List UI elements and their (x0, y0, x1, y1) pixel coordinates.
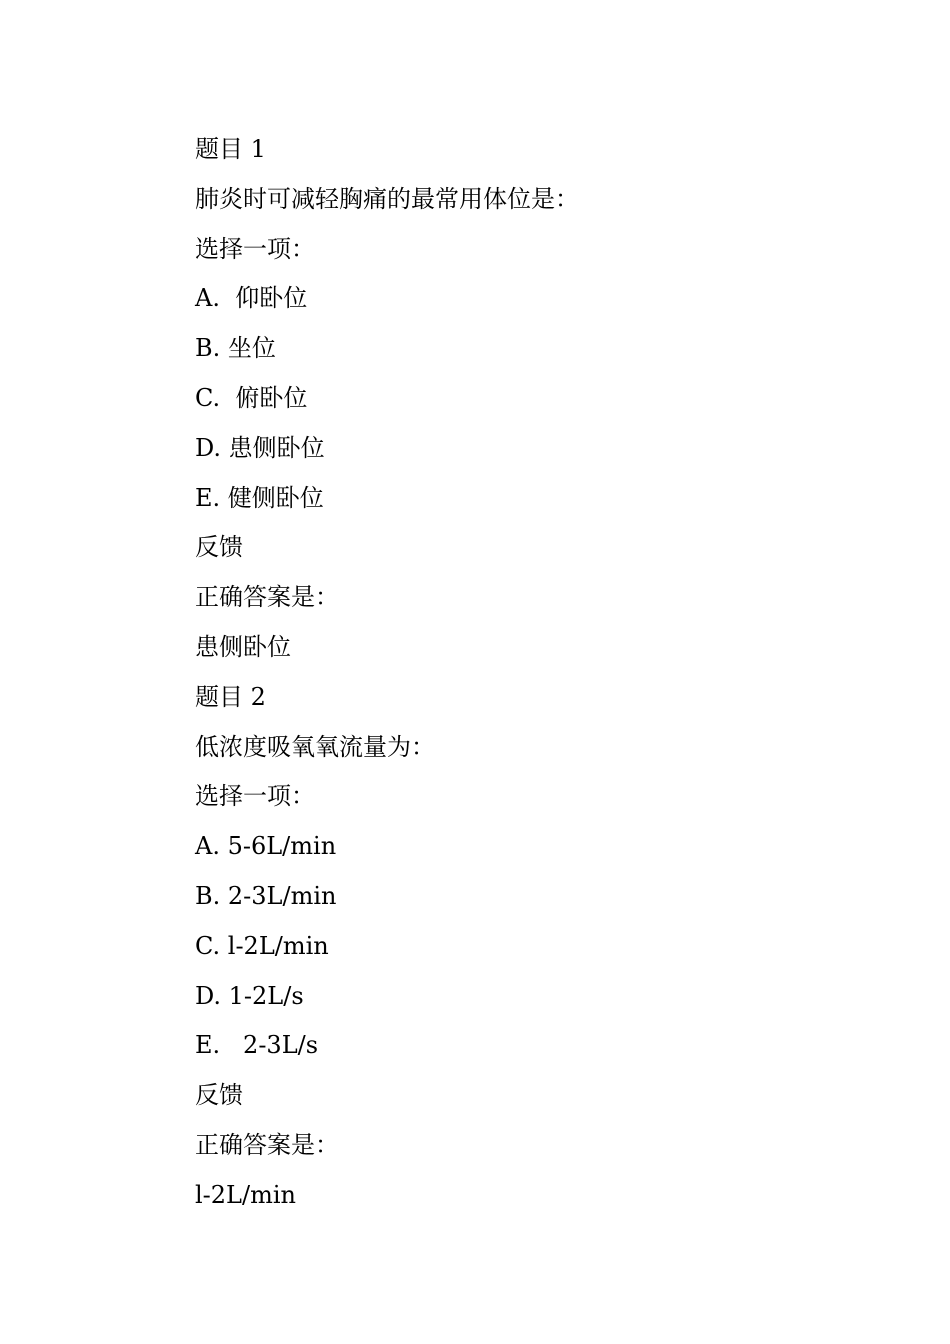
correct-answer: 患侧卧位 (195, 632, 291, 661)
option-text: 患侧卧位 (221, 433, 325, 462)
option-text: l-2L/min (220, 931, 329, 960)
option-text: 2-3L/s (220, 1031, 319, 1060)
option-c (195, 927, 815, 977)
option-text: 坐位 (220, 334, 276, 363)
option-text: 2-3L/min (220, 881, 337, 910)
option-e (195, 1026, 815, 1076)
question-stem: 低浓度吸氧氧流量为： (195, 732, 435, 761)
feedback-label: 反馈 (195, 1081, 243, 1110)
option-c (195, 379, 815, 429)
correct-answer: l-2L/min (195, 1180, 296, 1209)
question-header: 题目 1 (195, 135, 266, 163)
option-letter: A. (195, 284, 220, 313)
option-e (195, 479, 815, 529)
option-text: 5-6L/min (219, 832, 337, 861)
option-letter: A. (195, 832, 220, 861)
option-text: 俯卧位 (220, 383, 308, 412)
feedback-label: 反馈 (195, 533, 243, 562)
option-b (195, 877, 815, 927)
document-content (195, 130, 815, 1226)
option-text: 健侧卧位 (220, 483, 324, 512)
option-letter: B. (195, 881, 221, 910)
option-letter: C. (195, 931, 221, 960)
option-letter: C. (195, 383, 221, 412)
answer-label: 正确答案是： (195, 1130, 339, 1159)
option-d (195, 429, 815, 479)
option-letter: D. (195, 433, 222, 462)
option-letter: D. (195, 981, 222, 1010)
question-header: 题目 2 (195, 682, 266, 711)
option-text: 仰卧位 (219, 284, 308, 313)
question-stem: 肺炎时可减轻胸痛的最常用体位是： (195, 184, 579, 213)
question-instruction: 选择一项： (195, 782, 315, 811)
question-instruction: 选择一项： (195, 234, 315, 263)
option-a (195, 827, 815, 877)
option-letter: E. (195, 1031, 221, 1060)
option-b (195, 329, 815, 379)
option-text: 1-2L/s (221, 981, 304, 1010)
answer-label: 正确答案是： (195, 583, 339, 612)
option-letter: E. (195, 483, 221, 512)
option-letter: B. (195, 334, 221, 363)
option-a (195, 279, 815, 329)
option-d (195, 977, 815, 1027)
